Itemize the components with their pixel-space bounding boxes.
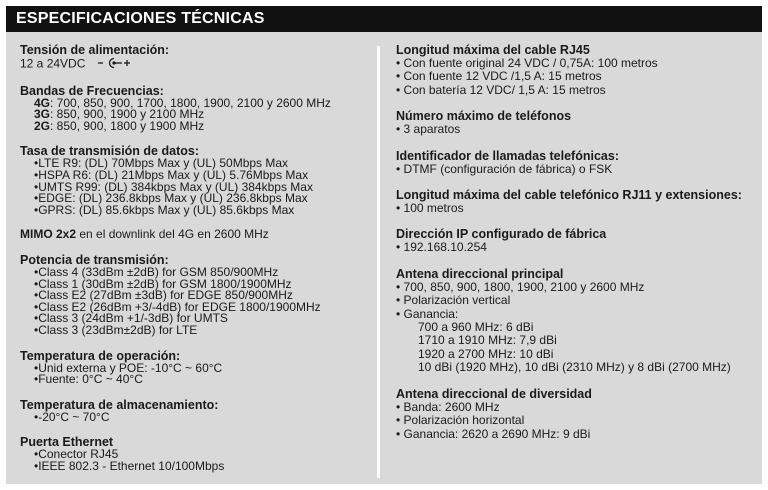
list-item: • Con fuente original 24 VDC / 0,75A: 100 metros: [396, 56, 658, 70]
list-item: • 700, 850, 900, 1800, 1900, 2100 y 2600 MHz: [396, 279, 645, 294]
list-item: •Class 3 (24dBm +1/-3dB) for UMTS: [34, 311, 228, 326]
list-item: •-20°C ~ 70°C: [34, 409, 110, 424]
band-value: : 850, 900, 1800 y 1900 MHz: [50, 118, 205, 133]
mimo-value: en el downlink del 4G en 2600 MHz: [76, 227, 269, 242]
list-item: • Con fuente 12 VDC /1,5 A: 15 metros: [396, 69, 602, 84]
list-item: • DTMF (configuración de fábrica) o FSK: [396, 161, 613, 176]
list-item: •Class 4 (33dBm ±2dB) for GSM 850/900MHz: [34, 264, 279, 279]
gain-item: 10 dBi (1920 MHz), 10 dBi (2310 MHz) y 8 dBi (2700 MHz): [418, 360, 731, 375]
list-item: •Unid externa y POE: -10°C ~ 60°C: [34, 360, 223, 375]
ip-section: [396, 228, 756, 254]
section-title: Número máximo de teléfonos: [396, 109, 572, 124]
section-title: Tensión de alimentación:: [20, 43, 170, 57]
section-title: Tasa de transmisión de datos:: [20, 144, 199, 159]
mimo-label: MIMO 2x2: [20, 227, 77, 242]
diversity-antenna-section: [396, 388, 756, 441]
ethernet-section: [20, 436, 370, 472]
left-column: [20, 44, 370, 485]
main-antenna-section: [396, 268, 756, 375]
gain-item: 1920 a 2700 MHz: 10 dBi: [418, 346, 554, 361]
list-item: •HSPA R6: (DL) 21Mbps Max y (UL) 5.76Mbps Max: [34, 167, 309, 182]
title-bar: [6, 6, 762, 32]
list-item: • Banda: 2600 MHz: [396, 399, 500, 414]
spec-sheet: [6, 6, 762, 484]
rates-section: [20, 145, 370, 216]
list-item: •Class E2 (27dBm ±3dB) for EDGE 850/900MHz: [34, 288, 293, 303]
gain-item: 700 a 960 MHz: 6 dBi: [418, 320, 534, 335]
list-item: • Ganancia:: [396, 306, 459, 321]
band-label: 2G: [34, 118, 51, 133]
section-title: Puerta Ethernet: [20, 435, 114, 450]
list-item: • Polarización horizontal: [396, 413, 525, 428]
section-title: Identificador de llamadas telefónicas:: [396, 148, 619, 163]
section-title: Temperatura de operación:: [20, 348, 181, 363]
list-item: • Con batería 12 VDC/ 1,5 A: 15 metros: [396, 82, 606, 97]
bands-section: [20, 85, 370, 133]
mimo-section: [20, 229, 370, 241]
column-divider: [377, 46, 380, 478]
section-title: Dirección IP configurado de fábrica: [396, 227, 607, 242]
list-item: •Class 3 (23dBm±2dB) for LTE: [34, 322, 198, 337]
list-item: •Class E2 (26dBm +3/-4dB) for EDGE 1800/1900MHz: [34, 299, 321, 314]
list-item: •Conector RJ45: [34, 447, 119, 462]
section-title: Longitud máxima del cable RJ45: [396, 43, 590, 57]
power-section: [20, 254, 370, 337]
band-row-2g: [20, 118, 370, 133]
rj45-section: [396, 44, 756, 97]
phones-section: [396, 110, 756, 136]
section-title: Antena direccional de diversidad: [396, 386, 592, 401]
dc-polarity-icon: [97, 57, 131, 72]
storage-temp-section: [20, 399, 370, 424]
list-item: •UMTS R99: (DL) 384kbps Max y (UL) 384kbps Max: [34, 179, 313, 194]
voltage-section: [20, 44, 370, 72]
rj11-section: [396, 189, 756, 215]
list-item: •EDGE: (DL) 236.8kbps Max y (UL) 236.8kbps Max: [34, 191, 308, 206]
list-item: •Fuente: 0°C ~ 40°C: [34, 372, 143, 387]
voltage-line: [20, 57, 370, 72]
list-item: • 192.168.10.254: [396, 240, 487, 255]
list-item: • Ganancia: 2620 a 2690 MHz: 9 dBi: [396, 426, 591, 441]
section-title: Potencia de transmisión:: [20, 252, 169, 267]
op-temp-section: [20, 350, 370, 386]
list-item: •LTE R9: (DL) 70Mbps Max y (UL) 50Mbps Max: [34, 156, 289, 171]
voltage-value: 12 a 24VDC: [20, 56, 86, 71]
section-title: Antena direccional principal: [396, 266, 564, 281]
gain-item: 1710 a 1910 MHz: 7,9 dBi: [418, 333, 557, 348]
page-title: ESPECIFICACIONES TÉCNICAS: [16, 10, 265, 27]
section-title: Temperatura de almacenamiento:: [20, 397, 219, 412]
band-value: : 700, 850, 900, 1700, 1800, 1900, 2100 y 2600 MHz: [50, 95, 331, 110]
section-title: Bandas de Frecuencias:: [20, 83, 164, 98]
band-label: 4G: [34, 95, 51, 110]
list-item: •Class 1 (30dBm ±2dB) for GSM 1800/1900MHz: [34, 276, 292, 291]
mimo-line: [20, 229, 370, 241]
list-item: • Polarización vertical: [396, 293, 511, 308]
list-item: •GPRS: (DL) 85.6kbps Max y (UL) 85.6kbps Max: [34, 202, 295, 217]
caller-id-section: [396, 150, 756, 176]
list-item: • 100 metros: [396, 201, 464, 216]
band-label: 3G: [34, 107, 51, 122]
list-item: •IEEE 802.3 - Ethernet 10/100Mbps: [34, 458, 225, 473]
section-title: Longitud máxima del cable telefónico RJ11 y extensiones:: [396, 188, 742, 203]
band-value: : 850, 900, 1900 y 2100 MHz: [50, 107, 205, 122]
list-item: • 3 aparatos: [396, 122, 461, 137]
right-column: [396, 44, 756, 454]
